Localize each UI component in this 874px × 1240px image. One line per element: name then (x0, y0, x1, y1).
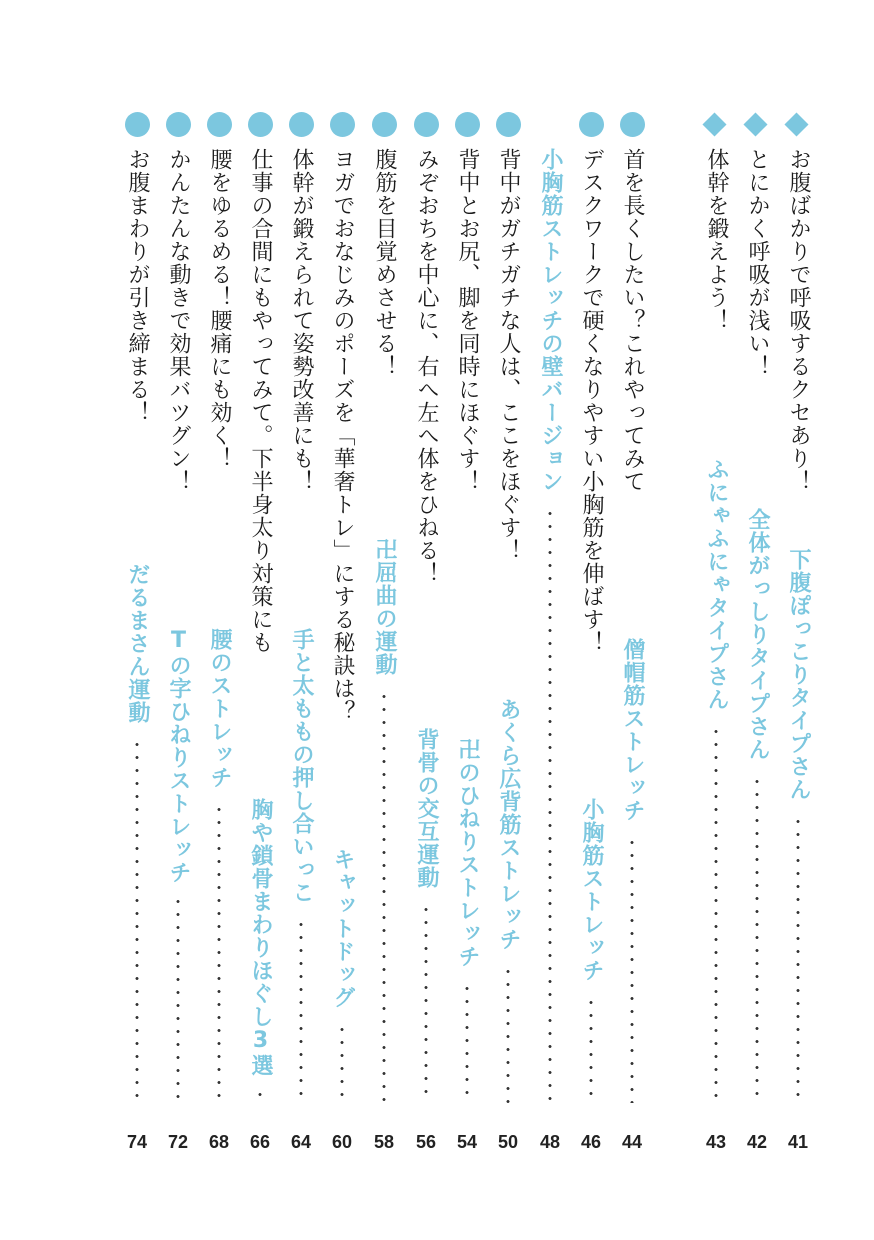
page-number: 60 (331, 1132, 353, 1152)
diamond-icon (784, 112, 808, 136)
toc-entry[interactable] (364, 108, 404, 1153)
entry-heading: お腹ばかりで呼吸するクセあり！ (786, 148, 811, 493)
entry-subtitle: 卍のひねりストレッチ (455, 738, 480, 968)
leader-dots (299, 918, 303, 1103)
entry-subtitle: キャットドッグ (330, 848, 355, 1009)
entry-subtitle: 卍屈曲の運動 (372, 538, 397, 676)
entry-subtitle: 背骨の交互運動 (414, 728, 439, 889)
toc-entry[interactable] (281, 108, 321, 1153)
leader-dots (135, 738, 139, 1103)
leader-dots (465, 982, 469, 1103)
toc-entry[interactable] (696, 108, 736, 1153)
page-number: 46 (580, 1132, 602, 1152)
entry-heading: お腹まわりが引き締まる！ (125, 148, 150, 424)
page-number: 44 (621, 1132, 643, 1152)
leader-dots (755, 775, 759, 1103)
entry-heading: 小胸筋ストレッチの壁バージョン (538, 148, 563, 493)
leader-dots (217, 803, 221, 1103)
entry-subtitle: 手と太ももの押し合いっこ (289, 628, 314, 904)
leader-dots (382, 690, 386, 1103)
entry-heading: デスクワークで硬くなりやすい小胸筋を伸ばす！ (579, 148, 604, 654)
leader-dots (176, 895, 180, 1103)
toc-entry[interactable] (158, 108, 198, 1153)
diamond-icon (702, 112, 726, 136)
circle-icon (330, 112, 355, 137)
leader-dots (340, 1023, 344, 1103)
page-number: 48 (539, 1132, 561, 1152)
entry-heading: とにかく呼吸が浅い！ (745, 148, 770, 378)
leader-dots (589, 996, 593, 1103)
page-number: 66 (249, 1132, 271, 1152)
circle-icon (579, 112, 604, 137)
leader-dots (506, 965, 510, 1103)
page-number: 54 (456, 1132, 478, 1152)
circle-icon (289, 112, 314, 137)
page-number: 72 (167, 1132, 189, 1152)
page-number: 68 (208, 1132, 230, 1152)
toc-entry[interactable] (778, 108, 818, 1153)
entry-heading: ヨガでおなじみのポーズを「華奢トレ」にする秘訣は？ (330, 148, 355, 723)
circle-icon (248, 112, 273, 137)
toc-entry[interactable] (199, 108, 239, 1153)
circle-icon (125, 112, 150, 137)
entry-subtitle: ふにゃふにゃタイプさん (704, 458, 729, 711)
page-number: 42 (746, 1132, 768, 1152)
entry-subtitle: 僧帽筋ストレッチ (620, 638, 645, 822)
entry-subtitle: 小胸筋ストレッチ (579, 798, 604, 982)
toc-entry[interactable] (447, 108, 487, 1153)
entry-heading: 腹筋を目覚めさせる！ (372, 148, 397, 378)
entry-heading: 背中がガチガチな人は、ここをほぐす！ (496, 148, 521, 562)
toc-entry[interactable] (571, 108, 611, 1153)
circle-icon (455, 112, 480, 137)
entry-subtitle: だるまさん運動 (125, 563, 150, 724)
entry-heading: 体幹を鍛えよう！ (704, 148, 729, 332)
entry-subtitle: 胸や鎖骨まわりほぐし3選 (248, 798, 273, 1077)
page-number: 74 (126, 1132, 148, 1152)
leader-dots (258, 1088, 262, 1103)
entry-subtitle: 全体がっしりタイプさん (745, 508, 770, 761)
circle-icon (207, 112, 232, 137)
toc-entry[interactable] (117, 108, 157, 1153)
toc-entry[interactable] (612, 108, 652, 1153)
toc-entry[interactable] (488, 108, 528, 1153)
entry-heading: 背中とお尻、脚を同時にほぐす！ (455, 148, 480, 493)
entry-heading: 首を長くしたい？これやってみて (620, 148, 645, 493)
circle-icon (166, 112, 191, 137)
toc-entry[interactable] (737, 108, 777, 1153)
toc-entry[interactable] (322, 108, 362, 1153)
diamond-icon (743, 112, 767, 136)
entry-heading: みぞおちを中心に、右へ左へ体をひねる！ (414, 148, 439, 585)
page-number: 41 (787, 1132, 809, 1152)
leader-dots (630, 836, 634, 1103)
toc-entry[interactable] (530, 108, 570, 1153)
circle-icon (372, 112, 397, 137)
entry-subtitle: あくら広背筋ストレッチ (496, 698, 521, 951)
page-number: 56 (415, 1132, 437, 1152)
entry-subtitle: 腰のストレッチ (207, 628, 232, 789)
leader-dots (424, 903, 428, 1103)
entry-heading: 仕事の合間にもやってみて。下半身太り対策にも (248, 148, 273, 654)
entry-heading: 体幹が鍛えられて姿勢改善にも！ (289, 148, 314, 493)
page-number: 50 (497, 1132, 519, 1152)
leader-dots (548, 507, 552, 1103)
entry-heading: 腰をゆるめる！腰痛にも効く！ (207, 148, 232, 470)
circle-icon (620, 112, 645, 137)
toc-entry[interactable] (240, 108, 280, 1153)
entry-heading: かんたんな動きで効果バツグン！ (166, 148, 191, 493)
toc-entry[interactable] (406, 108, 446, 1153)
circle-icon (496, 112, 521, 137)
page-number: 64 (290, 1132, 312, 1152)
entry-subtitle: Tの字ひねりストレッチ (166, 628, 191, 884)
leader-dots (796, 815, 800, 1103)
page-number: 58 (373, 1132, 395, 1152)
leader-dots (714, 725, 718, 1103)
circle-icon (414, 112, 439, 137)
entry-subtitle: 下腹ぽっこりタイプさん (786, 548, 811, 801)
page-number: 43 (705, 1132, 727, 1152)
